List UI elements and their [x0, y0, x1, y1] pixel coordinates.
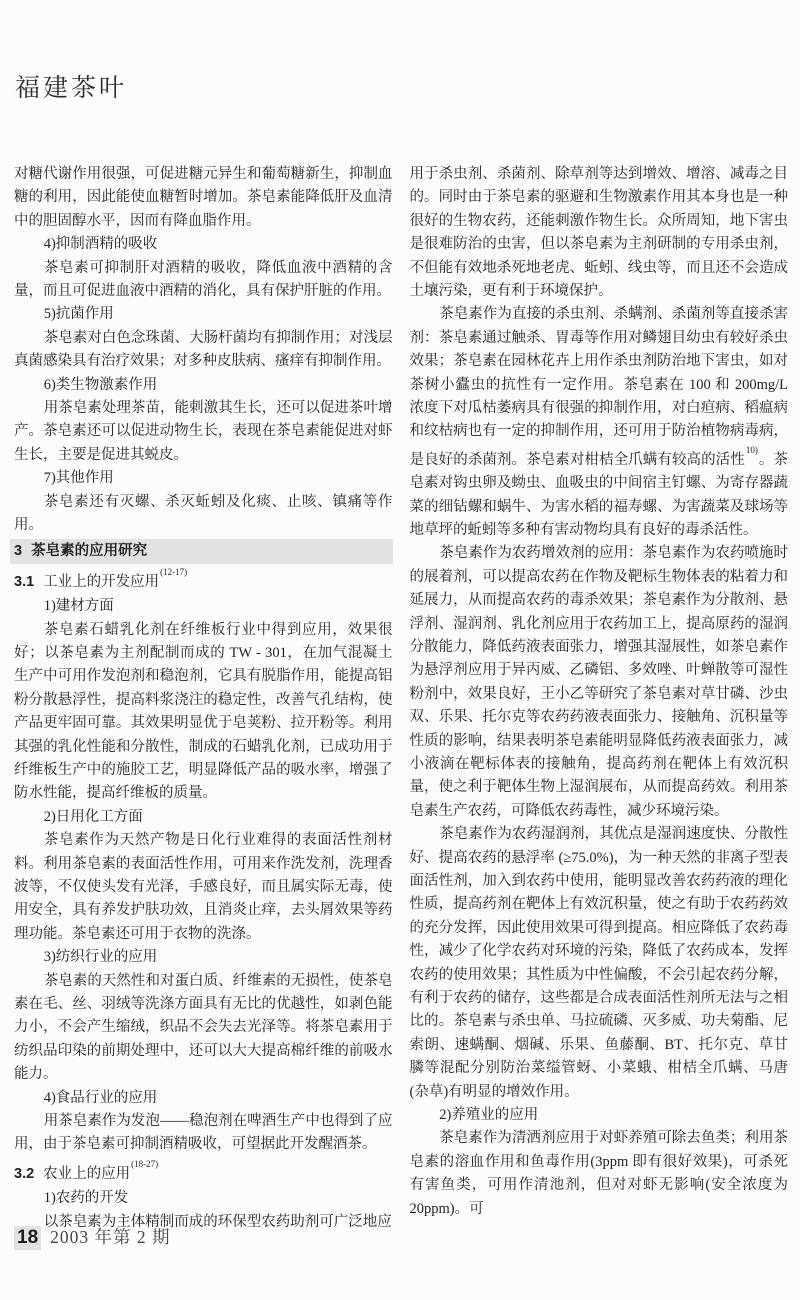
- issue-label: 2003 年第 2 期: [50, 1227, 171, 1247]
- reference-superscript: (12-17): [160, 566, 188, 577]
- paragraph: 用于杀虫剂、杀菌剂、除草剂等达到增效、增溶、减毒之目的。同时由于茶皂素的驱避和生物激素作用其本身也是一种很好的生物农药，还能刺激作物生长。众所周知，地下害虫是很难防治的虫害，但以茶皂素为主剂研制的专用杀虫剂，不但能有效地杀死地老虎、蚯蚓、线虫等，而且还不会造成土壤污染，更有利于环境保护。: [409, 166, 788, 300]
- list-subheading: 4)食品行业的应用: [43, 1089, 158, 1106]
- list-subheading: 7)其他作用: [43, 470, 114, 487]
- paragraph: 以茶皂素为主体精制而成的环保型农药助剂可广泛地应: [43, 1213, 392, 1230]
- list-subheading: 1)建材方面: [43, 598, 114, 615]
- list-subheading: 2)日用化工方面: [43, 808, 143, 825]
- list-subheading: 1)农药的开发: [43, 1190, 129, 1207]
- reference-superscript: (18-27): [131, 1158, 159, 1169]
- paragraph: 茶皂素的天然性和对蛋白质、纤维素的无损性，使茶皂素在毛、丝、羽绒等洗涤方面具有无比的优越性，如剥色能力小，不会产生缩绒，织品不会失去光泽等。将茶皂素用于纺织品印染的前期处理中，还可以大大提高棉纤维的前吸水能力。: [14, 972, 393, 1083]
- section-title: 茶皂素的应用研究: [31, 542, 148, 559]
- page-number: 18: [14, 1226, 41, 1250]
- list-subheading: 4)抑制酒精的吸收: [43, 236, 158, 253]
- paragraph: 茶皂素对白色念珠菌、大肠杆菌均有抑制作用；对浅层真菌感染具有治疗效果；对多种皮肤病、瘙痒有抑制作用。: [14, 329, 393, 370]
- page-footer: [14, 1224, 171, 1250]
- section-heading: [10, 539, 393, 564]
- paragraph: 用茶皂素作为发泡——稳泡剂在啤酒生产中也得到了应用，由于茶皂素可抑制酒精吸收，可望据此开发醒酒茶。: [14, 1113, 393, 1153]
- paragraph: 茶皂素还有灭螺、杀灭蚯蚓及化痰、止咳、镇痛等作用。: [14, 493, 393, 534]
- subsection-title: 工业上的开发应用: [43, 573, 160, 590]
- journal-title: 福建茶叶: [15, 75, 128, 102]
- paragraph-text: 。茶皂素对钩虫卵及蚴虫、血吸虫的中间宿主钉螺、为寄存器蔬菜的细钻螺和蜗牛、为害水稻的福寿螺、为害蔬菜及球场等地草坪的蚯蚓等多种有害动物均具有良好的毒杀活性。: [409, 451, 789, 538]
- list-subheading: 6)类生物激素作用: [43, 376, 158, 393]
- paragraph: 茶皂素石蜡乳化剂在纤维板行业中得到应用，效果很好；以茶皂素为主剂配制而成的 TW - 301，在加气混凝土生产中可用作发泡剂和稳泡剂，它具有脱脂作用，能提高铝粉分散悬浮性，提高料浆浇注的稳定性，改善气孔结构，使产品更牢固可靠。其效果明显优于皂荚粉、拉开粉等。利用其强的乳化性能和分散性，制成的石蜡乳化剂，已成功用于纤维板生产中的施胶工艺，明显降低产品的吸水率，增强了防水性能，提高纤维板的质量。: [14, 621, 393, 802]
- left-column: [14, 163, 393, 1234]
- paragraph: [410, 303, 789, 542]
- paragraph: 茶皂素作为农药增效剂的应用：茶皂素作为农药喷施时的展着剂，可以提高农药在作物及靶标生物体表的粘着力和延展力，从而提高农药的毒杀效果；茶皂素作为分散剂、悬浮剂、湿润剂、乳化剂应用于农药加工上，提高原药的湿润分散能力，降低药液表面张力，增强其湿展性，如茶皂素作为悬浮剂应用于异丙威、乙磷铝、多效唑、叶蝉散等可湿性粉剂中，效果良好，王小乙等研究了茶皂素对草甘磷、沙虫双、乐果、托尔克等农药药液表面张力、接触角、沉积量等性质的影响，结果表明茶皂素能明显降低药液表面张力，减小液滴在靶标体表的接触角，提高药剂在靶体上有效沉积量，使之利于靶体生物上湿润展布，从而提高药效。利用茶皂素生产农药，可降低农药毒性，减少环境污染。: [409, 545, 788, 819]
- list-subheading: 5)抗菌作用: [43, 306, 114, 323]
- paragraph: 用茶皂素处理茶苗，能刺激其生长，还可以促进茶叶增产。茶皂素还可以促进动物生长，表现在茶皂素能促进对虾生长，主要是促进其蜕皮。: [14, 400, 393, 463]
- right-column: [410, 163, 789, 1234]
- subsection-title: 农业上的应用: [43, 1165, 131, 1182]
- list-subheading: 3)纺织行业的应用: [43, 949, 158, 966]
- subsection-number: 3.1: [14, 573, 35, 590]
- paragraph: 对糖代谢作用很强，可促进糖元异生和葡萄糖新生，抑制血糖的利用，因此能使血糖暂时增加。茶皂素能降低肝及血清中的胆固醇水平，因而有降血脂作用。: [14, 166, 393, 229]
- subsection-number: 3.2: [14, 1165, 35, 1182]
- paragraph-text: 茶皂素作为直接的杀虫剂、杀螨剂、杀菌剂等直接杀害剂：茶皂素通过触杀、胃毒等作用对鳞翅目幼虫有较好杀虫效果；茶皂素在园林花卉上用作杀虫剂防治地下害虫，如对茶树小蠹虫的抗性有一定作用。茶皂素在 100 和 200mg/L 浓度下对瓜枯萎病具有很强的抑制作用，对白疸病、稻瘟病和纹枯病也有一定的抑制作用，还可用于防治植物病毒病，是良好的杀菌剂。茶皂素对柑桔全爪螨有较高的活性: [409, 306, 788, 468]
- list-subheading: 2)养殖业的应用: [439, 1107, 539, 1124]
- paragraph: 茶皂素作为清洒剂应用于对虾养殖可除去鱼类；利用茶皂素的溶血作用和鱼毒作用(3ppm 即有很好效果)，可杀死有害鱼类，可用作清池剂，但对对虾无影响(安全浓度为 20ppm)。可: [409, 1130, 788, 1217]
- body-columns: [14, 163, 788, 1234]
- reference-superscript: 10): [745, 444, 758, 455]
- paragraph: 茶皂素作为农药湿润剂，其优点是湿润速度快、分散性好、提高农药的悬浮率 (≥75.0%)，为一种天然的非离子型表面活性剂，加入到农药中使用，能明显改善农药药液的理化性质，提高药剂在靶体上有效沉积量，使之有助于农药药效的充分发挥，因此使用效果可得到提高。相应降低了农药毒性，减少了化学农药对环境的污染，降低了农药成本，发挥农药的使用效果；其性质为中性偏酸，不会引起农药分解，有利于农药的储存，这些都是合成表面活性剂所无法与之相比的。茶皂素与杀虫单、马拉硫磷、灭多威、功夫菊酯、尼索朗、速螨酮、烟碱、乐果、鱼藤酮、BT、托尔克、草甘膦等混配分别防治菜缢管蚜、小菜蛾、柑桔全爪螨、马唐(杂草)有明显的增效作用。: [409, 826, 788, 1100]
- paragraph: 茶皂素可抑制肝对酒精的吸收，降低血液中酒精的含量，而且可促进血液中酒精的消化，具有保护肝脏的作用。: [14, 259, 393, 300]
- subsection-heading: [14, 1158, 393, 1186]
- section-number: 3: [14, 542, 23, 559]
- paragraph: 茶皂素作为天然产物是日化行业难得的表面活性剂材料。利用茶皂素的表面活性作用，可用来作洗发剂，洗理香波等，不仅使头发有光泽，手感良好，而且属实际无毒，使用安全，具有养发护肤功效，且消炎止痒，去头屑效果等药理功能。茶皂素还可用于衣物的洗涤。: [14, 832, 393, 942]
- subsection-heading: [14, 566, 393, 594]
